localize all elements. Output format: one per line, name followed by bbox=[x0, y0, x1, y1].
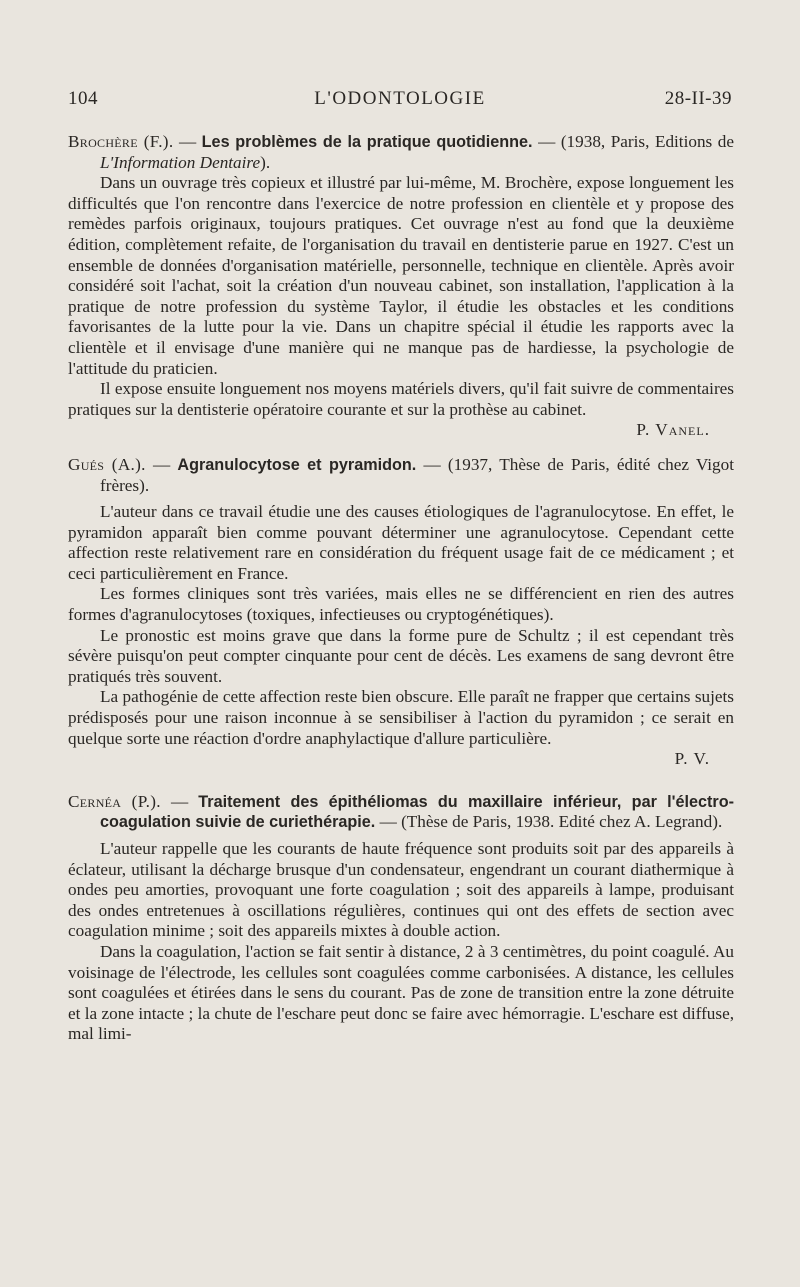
entry-dash: — bbox=[173, 132, 202, 151]
review-paragraph: L'auteur dans ce travail étudie une des causes étiologiques de l'agranulocytose. En effet, le pyramidon apparaît bien comme pouvant déterminer une agranulocytose. Cependant cette affection reste relativement rare en considération du fréquent usage fait de ce médicament ; et ceci particulièrement en France. bbox=[68, 502, 734, 583]
review-paragraph: Dans la coagulation, l'action se fait sentir à distance, 2 à 3 centimètres, du point coagulé. Au voisinage de l'électrode, les cellules sont coagulées comme carbonisées. A distance, les cellules sont coagulées et étirées dans le sens du courant. Pas de zone de transition entre la zone détruite et la zone intacte ; la chute de l'eschare peut donc se faire avec hémorragie. L'eschare est diffuse, mal limi- bbox=[68, 941, 734, 1044]
review-paragraph: L'auteur rappelle que les courants de haute fréquence sont produits soit par des appareils à éclateur, utilisant la décharge brusque d'un condensateur, engendrant un courant diathermique à ondes peu amorties, provoquant une forte coagulation ; soit des appareils à lampe, produisant des ondes entretenues à oscillations régulières, continues qui ont des effets de section avec coagulation minime ; soit des appareils mixtes à double action. bbox=[68, 839, 734, 941]
entry-title: Les problèmes de la pratique quotidienne. bbox=[201, 133, 533, 151]
reviewer-signature: P. Vanel. bbox=[636, 420, 710, 440]
entry-publisher-italic: L'Information Dentaire bbox=[100, 152, 261, 172]
entry-publication: — (1938, Paris, Editions de bbox=[532, 132, 734, 151]
issue-date: 28-II-39 bbox=[664, 88, 732, 109]
review-paragraph: Les formes cliniques sont très variées, mais elles ne se différencient en rien des autres formes d'agranulocytoses (toxiques, infectieuses ou cryptogénétiques). bbox=[68, 584, 734, 625]
entry-spacer bbox=[68, 770, 734, 792]
entry-publication: — (1937, Thèse de Paris, édité chez Vigot frères). bbox=[100, 454, 734, 495]
journal-title: L'ODONTOLOGIE bbox=[314, 88, 486, 109]
entry-author: Brochère (F.). bbox=[68, 132, 174, 151]
review-entry-brochere bbox=[68, 132, 734, 441]
entry-spacer bbox=[68, 441, 734, 455]
entry-title: Traitement des épithéliomas du maxillaire inférieur, par l'électro-coagulation suivie de curiethérapie. bbox=[100, 792, 734, 832]
review-paragraph: Dans un ouvrage très copieux et illustré par lui-même, M. Brochère, expose longuement les difficultés que l'on rencontre dans l'exercice de notre profession en clientèle et y propose des remèdes parfois originaux, toujours pratiques. Cet ouvrage n'est au fond que la deuxième édition, complètement refaite, de l'organisation du travail en dentisterie parue en 1927. C'est un ensemble de données d'organisation matérielle, personnelle, technique en clientèle. Après avoir considéré soit l'achat, soit la création d'un nouveau cabinet, son installation, l'application à la pratique de notre profession du système Taylor, il étudie les obstacles et les conditions favorisantes de la lutte pour la vie. Dans un chapitre spécial il étudie les rapports avec la clientèle et il envisage d'une manière qui ne manque pas de hardiesse, la psychologie de l'attitude du praticien. bbox=[68, 173, 734, 378]
entry-dash: — bbox=[160, 791, 199, 811]
review-paragraph: La pathogénie de cette affection reste bien obscure. Elle paraît ne frapper que certains sujets prédisposés pour une raison inconnue à se sensibiliser à l'action du pyramidon ; ce serait en quelque sorte une réaction d'ordre anaphylactique d'allure particulière. bbox=[68, 687, 734, 748]
review-entry-gues bbox=[68, 455, 734, 770]
page-number: 104 bbox=[68, 88, 98, 109]
entry-title: Agranulocytose et pyramidon. bbox=[177, 455, 417, 474]
entry-heading bbox=[68, 792, 734, 833]
entry-author: Gués (A.). bbox=[68, 454, 146, 474]
entry-publication: — (Thèse de Paris, 1938. Edité chez A. Legrand). bbox=[375, 812, 723, 832]
reviewer-signature: P. V. bbox=[674, 749, 710, 769]
running-header bbox=[68, 88, 732, 116]
entry-publication-end: ). bbox=[260, 152, 271, 172]
entry-dash: — bbox=[145, 454, 178, 474]
entry-heading bbox=[68, 455, 734, 496]
review-paragraph: Le pronostic est moins grave que dans la forme pure de Schultz ; il est cependant très sévère puisqu'on peut compter cinquante pour cent de décès. Les examens de sang devront être pratiqués très souvent. bbox=[68, 625, 734, 686]
entry-author: Cernéa (P.). bbox=[68, 791, 161, 811]
review-entry-cernea bbox=[68, 792, 734, 1045]
review-paragraph: Il expose ensuite longuement nos moyens matériels divers, qu'il fait suivre de commentaires pratiques sur la dentisterie opératoire courante et sur la prothèse au cabinet. bbox=[68, 379, 734, 419]
page-content bbox=[68, 132, 734, 1045]
entry-heading bbox=[68, 132, 734, 173]
